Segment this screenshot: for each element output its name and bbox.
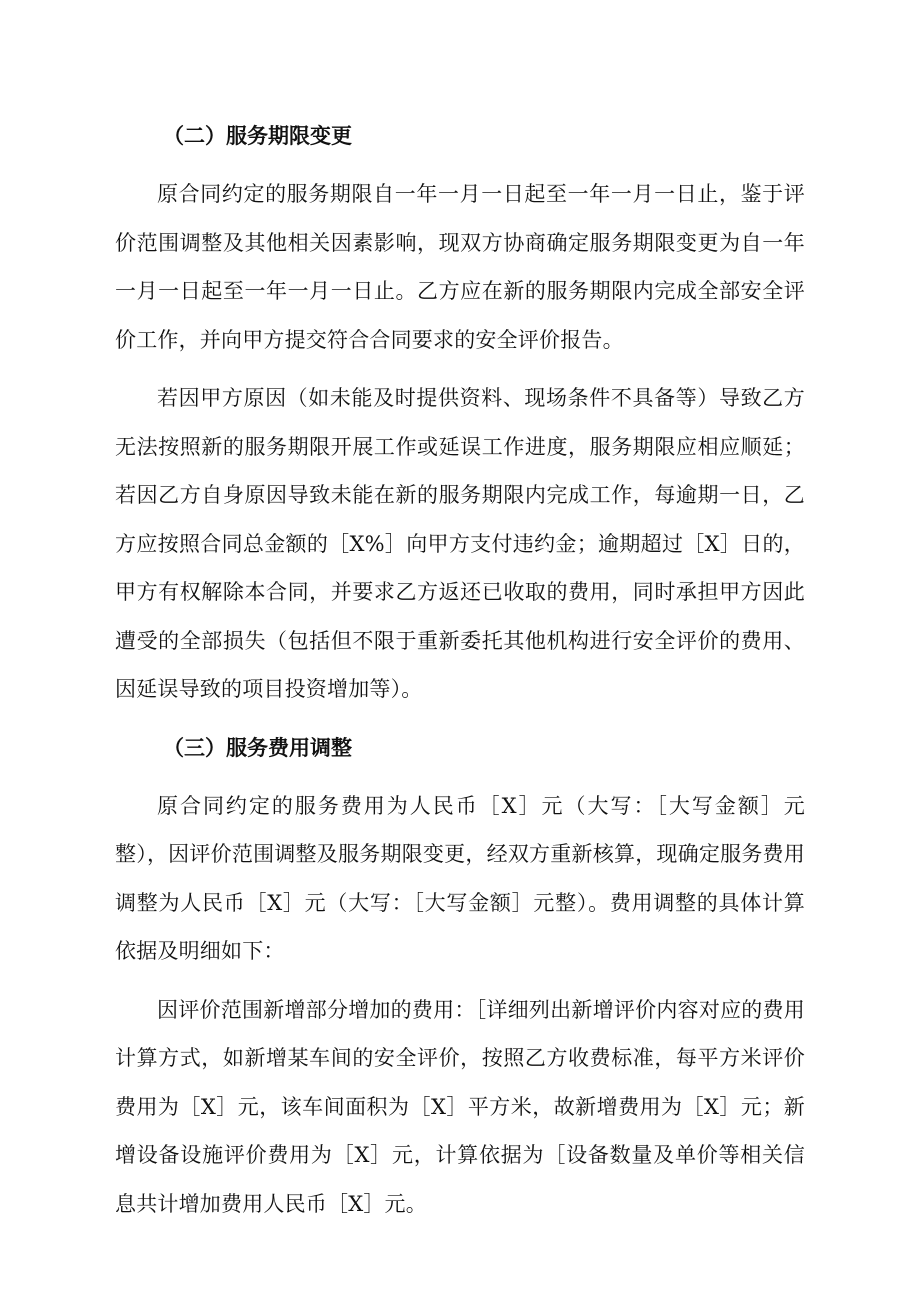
section-heading-fee-adjustment: （三）服务费用调整 [163,735,352,760]
paragraph-period-change: 原合同约定的服务期限自一年一月一日起至一年一月一日止，鉴于评价范围调整及其他相关因素影响，现双方协商确定服务期限变更为自一年一月一日起至一年一月一日止。乙方应在新的服务期限内完成全部安全评价工作，并向甲方提交符合合同要求的安全评价报告。 [115,182,805,352]
paragraph-delay-liability: 若因甲方原因（如未能及时提供资料、现场条件不具备等）导致乙方无法按照新的服务期限开展工作或延误工作进度，服务期限应相应顺延；若因乙方自身原因导致未能在新的服务期限内完成工作，每逾期一日，乙方应按照合同总金额的［X%］向甲方支付违约金；逾期超过［X］日的，甲方有权解除本合同，并要求乙方返还已收取的费用，同时承担甲方因此遭受的全部损失（包括但不限于重新委托其他机构进行安全评价的费用、因延误导致的项目投资增加等）。 [115,386,805,701]
section-heading-service-period: （二）服务期限变更 [163,124,352,148]
paragraph-fee-detail: 因评价范围新增部分增加的费用：［详细列出新增评价内容对应的费用计算方式，如新增某车间的安全评价，按照乙方收费标准，每平方米评价费用为［X］元，该车间面积为［X］平方米，故新增费用为［X］元；新增设备设施评价费用为［X］元，计算依据为［设备数量及单价等相关信息共计增加费用人民币［X］元。 [115,997,805,1216]
document-body [115,112,805,1228]
paragraph-fee-change: 原合同约定的服务费用为人民币［X］元（大写：［大写金额］元整），因评价范围调整及服务期限变更，经双方重新核算，现确定服务费用调整为人民币［X］元（大写：［大写金额］元整）。费用调整的具体计算依据及明细如下： [115,793,805,963]
